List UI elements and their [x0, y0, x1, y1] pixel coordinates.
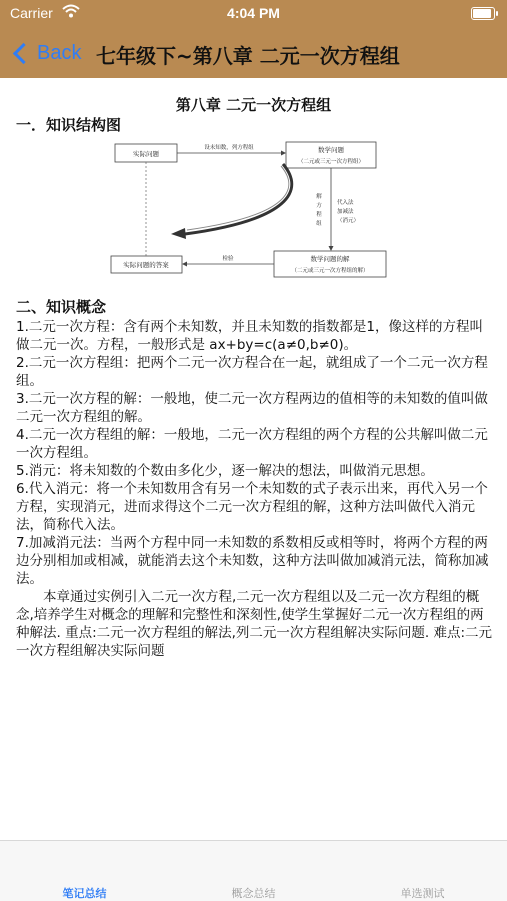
diagram-left4: 组 [316, 221, 322, 227]
status-time: 4:04 PM [227, 5, 280, 21]
knowledge-structure-diagram [105, 140, 395, 290]
diagram-right1: 代入法 [337, 200, 354, 206]
concept-paragraph: 6.代入消元：将一个未知数用含有另一个未知数的式子表示出来，再代入另一个方程，实现消元，进而求得这个二元一次方程组的解，这种方法叫做代入消元法，简称代入法。 [16, 481, 488, 533]
concept-paragraph: 3.二元一次方程的解：一般地，使二元一次方程两边的值相等的未知数的值叫做二元一次方程组的解。 [16, 391, 488, 425]
tab-single-choice-test[interactable]: 单选测试 [400, 887, 445, 900]
content-area[interactable] [0, 78, 507, 838]
carrier-label: Carrier [10, 5, 53, 21]
navigation-bar [0, 28, 507, 78]
section-heading-structure: 一．知识结构图 [16, 116, 122, 134]
diagram-box2-line2: （二元或三元一次方程组） [297, 159, 365, 165]
section-heading-concepts: 二、知识概念 [16, 298, 107, 316]
status-bar [0, 0, 507, 28]
chapter-summary: 本章通过实例引入二元一次方程,二元一次方程组以及二元一次方程组的概念,培养学生对概念的理解和完整性和深刻性,使学生掌握好二元一次方程组的两种解法. 重点:二元一次方程组的解法,列二元一次方程组解决实际问题. 难点:二元一次方程组解决实际问题 [16, 589, 493, 659]
chapter-title: 第八章 二元一次方程组 [175, 96, 332, 114]
concepts-list [16, 318, 494, 660]
concept-paragraph: 2.二元一次方程组：把两个二元一次方程合在一起，就组成了一个二元一次方程组。 [16, 355, 488, 389]
chevron-left-icon [13, 42, 34, 63]
tab-bar [0, 840, 507, 901]
concept-paragraph: 7.加减消元法：当两个方程中同一未知数的系数相反或相等时，将两个方程的两边分别相加或相减，就能消去这个未知数，这种方法叫做加减消元法，简称加减法。 [16, 535, 489, 587]
concept-paragraph: 5.消元：将未知数的个数由多化少，逐一解决的想法，叫做消元思想。 [16, 463, 434, 479]
diagram-arrow1-label: 设未知数，列方程组 [204, 145, 254, 151]
diagram-right2: 加减法 [337, 209, 354, 215]
concept-paragraph: 4.二元一次方程组的解：一般地，二元一次方程组的两个方程的公共解叫做二元一次方程组。 [16, 427, 488, 461]
page-title: 七年级下~第八章 二元一次方程组 [96, 44, 400, 68]
diagram-box3-line2: （二元或三元一次方程组的解） [291, 268, 369, 274]
diagram-left1: 解 [316, 194, 322, 200]
tab-concept-summary[interactable]: 概念总结 [231, 887, 276, 900]
tab-notes-summary[interactable]: 笔记总结 [62, 887, 107, 900]
battery-icon [471, 7, 495, 20]
concept-paragraph: 1.二元一次方程：含有两个未知数，并且未知数的指数都是1，像这样的方程叫做二元一次。方程，一般形式是 ax+by=c(a≠0,b≠0)。 [16, 319, 483, 353]
diagram-right3: （消元） [337, 218, 360, 224]
diagram-left2: 方 [316, 203, 322, 209]
diagram-box4-text: 实际问题的答案 [123, 261, 169, 269]
diagram-box3-line1: 数学问题的解 [310, 255, 350, 263]
diagram-box1-text: 实际问题 [133, 150, 159, 158]
diagram-arrow3-label: 检验 [222, 256, 234, 262]
back-label: Back [37, 41, 82, 64]
diagram-left3: 程 [316, 212, 322, 218]
back-button[interactable] [12, 38, 81, 68]
diagram-box2-line1: 数学问题 [318, 146, 344, 154]
